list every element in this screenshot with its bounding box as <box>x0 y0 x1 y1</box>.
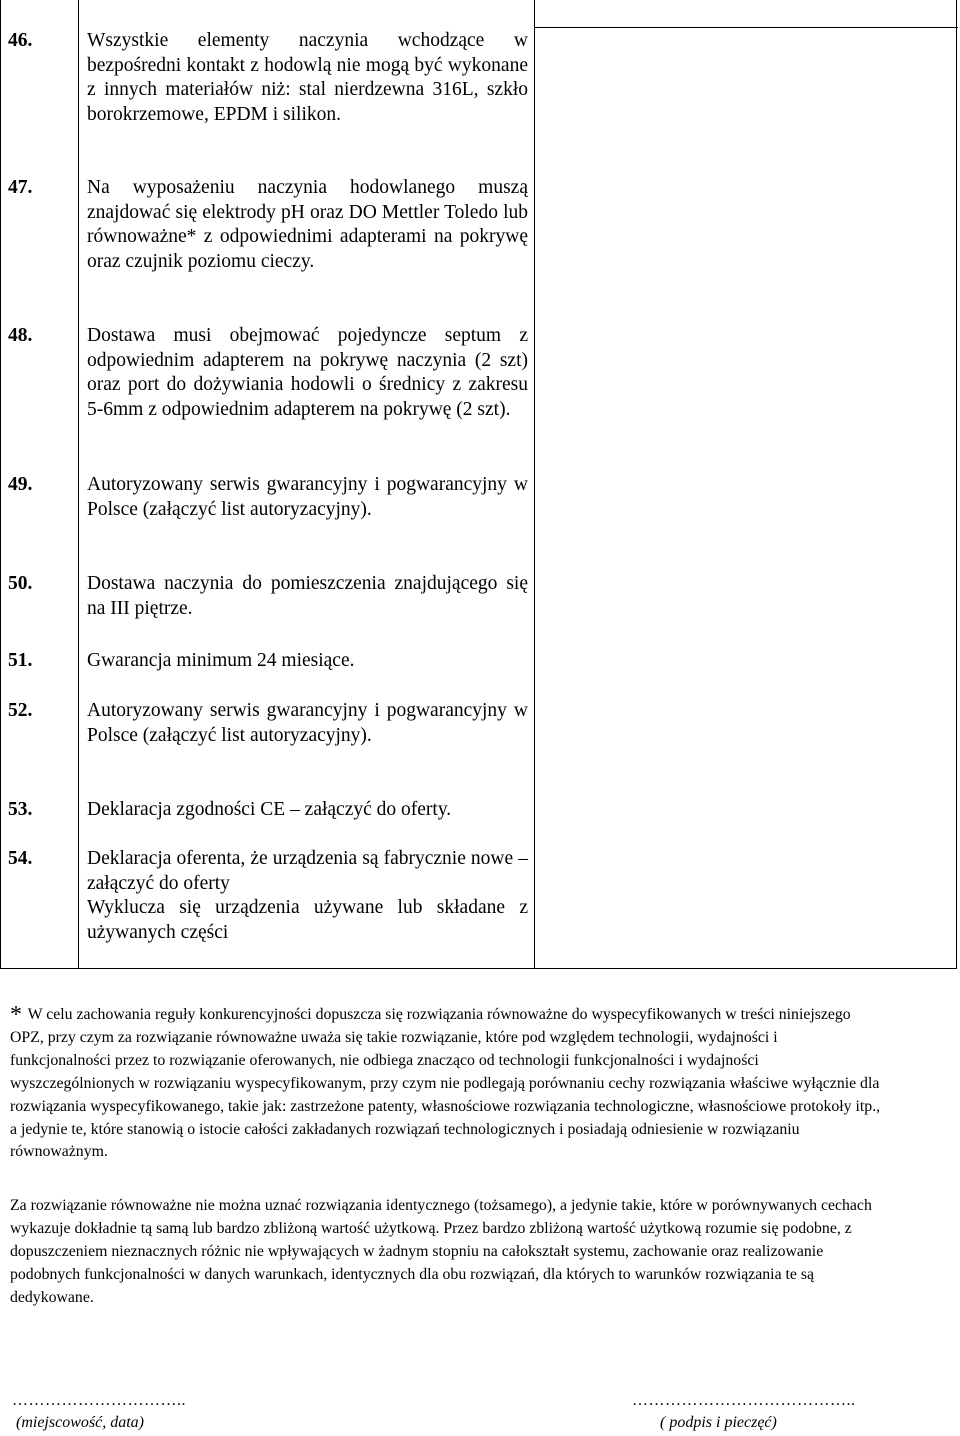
table-column-divider <box>534 0 535 969</box>
footnote-text: W celu zachowania reguły konkurencyjności dopuszcza się rozwiązania równoważne do wyspecyfikowanych w treści niniejszego OPZ, przy czym za rozwiązanie równoważne uważa się takie rozwiązanie, które pod względem technologii, wydajności i funkcjonalności przez to rozwiązanie oferowanych, nie odbiega znacząco od technologii funkcjonalności i wydajności wyszczególnionych w rozwiązaniu wyspecyfikowanym, przy czym nie podlegają porównaniu cechy rozwiązania właściwe wyłącznie dla rozwiązania wyspecyfikowanego, takie jak: zastrzeżone patenty, własnościowe rozwiązania technologiczne, własnościowe protokoły itp., a jedynie te, które stanowią o istocie całości zakładanych rozwiązań technologicznych i posiadają odniesienie w rozwiązaniu równoważnym. <box>10 1006 881 1161</box>
place-date-caption: (miejscowość, data) <box>16 1414 144 1431</box>
footnote-marker: * <box>10 1002 22 1028</box>
item-number: 47. <box>8 177 33 198</box>
list-item <box>8 847 528 946</box>
list-item <box>8 29 528 128</box>
item-text: Autoryzowany serwis gwarancyjny i pogwarancyjny w Polsce (załączyć list autoryzacyjny). <box>87 700 528 746</box>
list-item <box>8 324 528 423</box>
item-text-secondary: Wyklucza się urządzenia używane lub składane z używanych części <box>87 897 528 944</box>
list-item <box>8 572 528 621</box>
item-number: 53. <box>8 799 33 820</box>
list-item <box>8 176 528 275</box>
item-text: Deklaracja zgodności CE – załączyć do oferty. <box>87 799 452 820</box>
item-text: Na wyposażeniu naczynia hodowlanego muszą znajdować się elektrody pH oraz DO Mettler Toledo lub równoważne* z odpowiednimi adapterami na pokrywę oraz czujnik poziomu cieczy. <box>87 177 528 273</box>
item-number: 46. <box>8 30 33 51</box>
table-row-divider <box>535 27 958 28</box>
footnote-paragraph-2 <box>10 1195 882 1310</box>
item-number: 50. <box>8 573 33 594</box>
item-number: 52. <box>8 700 33 721</box>
signature-line: ………………………………….. <box>632 1392 856 1409</box>
list-item <box>8 699 528 748</box>
item-number: 54. <box>8 848 33 869</box>
footnote-paragraph <box>10 1004 882 1164</box>
list-item <box>8 473 528 522</box>
item-text: Wszystkie elementy naczynia wchodzące w bezpośredni kontakt z hodowlą nie mogą być wykonane z innych materiałów niż: stal nierdzewna 316L, szkło borokrzemowe, EPDM i silikon. <box>87 30 528 126</box>
list-item <box>8 798 528 823</box>
footnote-text: Za rozwiązanie równoważne nie można uznać rozwiązania identycznego (tożsamego), a jedynie takie, które w porównywanych cechach wykazuje dokładnie tą samą lub bardzo zbliżoną wartość użytkową. Przez bardzo zbliżoną wartość użytkową rozumie się podobne, z dopuszczeniem nieznacznych różnic nie wpływających w żadnym stopniu na całokształt systemu, zachowanie oraz realizowanie podobnych funkcjonalności w danych warunkach, identycznych dla obu rozwiązań, dla których to warunków rozwiązania te są dedykowane. <box>10 1197 872 1306</box>
item-text: Dostawa musi obejmować pojedyncze septum z odpowiednim adapterem na pokrywę naczynia (2 szt) oraz port do dożywiania hodowli o średnicy z zakresu 5-6mm z odpowiednim adapterem na pokrywę (2 szt). <box>87 325 528 421</box>
footnote <box>10 1004 882 1164</box>
place-date-line: ………………………….. <box>12 1392 186 1409</box>
item-number: 49. <box>8 474 33 495</box>
item-text: Autoryzowany serwis gwarancyjny i pogwarancyjny w Polsce (załączyć list autoryzacyjny). <box>87 474 528 520</box>
signature-caption: ( podpis i pieczęć) <box>660 1414 777 1431</box>
item-text: Gwarancja minimum 24 miesiące. <box>87 650 355 671</box>
item-number: 51. <box>8 650 33 671</box>
item-number: 48. <box>8 325 33 346</box>
list-item <box>8 649 528 674</box>
item-text: Dostawa naczynia do pomieszczenia znajdującego się na III piętrze. <box>87 573 528 619</box>
item-text: Deklaracja oferenta, że urządzenia są fabrycznie nowe – załączyć do oferty <box>87 848 528 894</box>
